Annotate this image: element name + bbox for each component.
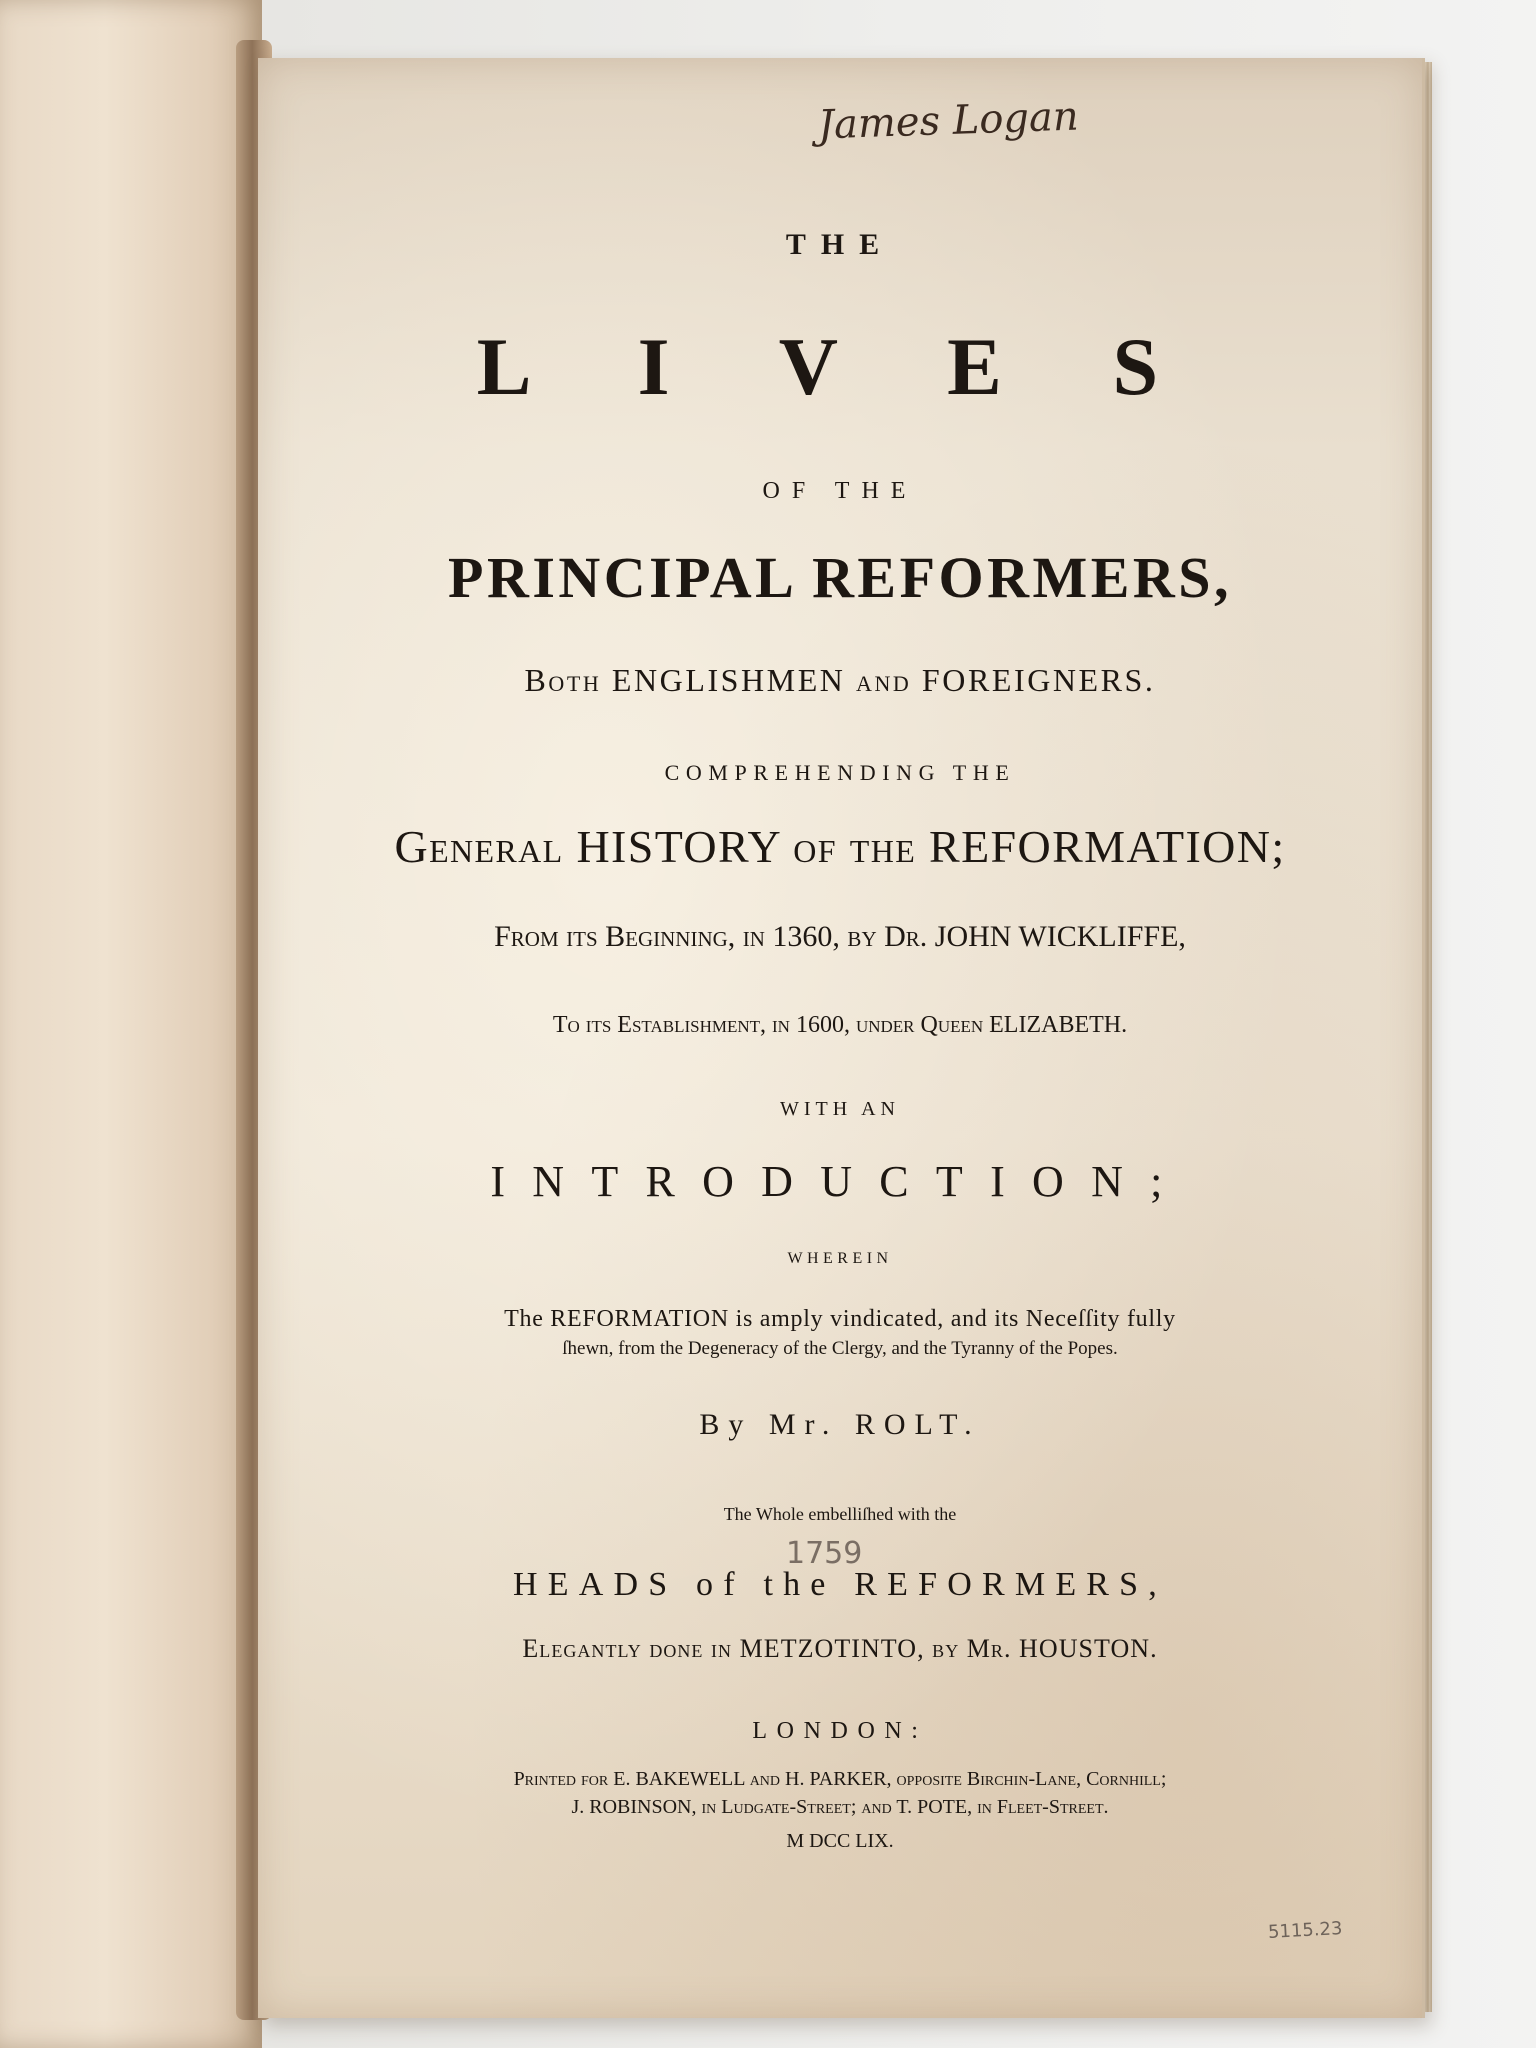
title-introduction: INTRODUCTION; xyxy=(490,1157,1190,1206)
subtitle-general-history: General HISTORY of the REFORMATION; xyxy=(394,821,1286,872)
subtitle-embellished: The Whole embelliſhed with the xyxy=(723,1504,957,1524)
subtitle-both: Both ENGLISHMEN and FOREIGNERS. xyxy=(524,662,1156,698)
pencil-year-note: 1759 xyxy=(786,1536,863,1571)
title-of-the: OF THE xyxy=(762,478,918,504)
author-line: By Mr. ROLT. xyxy=(699,1408,981,1441)
imprint-printed-line1: Printed for E. BAKEWELL and H. PARKER, oppoſite Birchin-Lane, Cornhill; xyxy=(513,1768,1167,1790)
title-principal-reformers: PRINCIPAL REFORMERS, xyxy=(448,545,1232,610)
imprint-date: M DCC LIX. xyxy=(786,1830,894,1852)
left-endpaper xyxy=(0,0,262,2048)
subtitle-heads-of-reformers: HEADS of the REFORMERS, xyxy=(513,1566,1167,1603)
subtitle-vindicated-line2: ſhewn, from the Degeneracy of the Clergy, and the Tyranny of the Popes. xyxy=(562,1338,1118,1359)
pencil-catalog-note: 5115.23 xyxy=(1267,1918,1343,1943)
subtitle-with-an: WITH AN xyxy=(780,1098,900,1120)
subtitle-vindicated-line1: The REFORMATION is amply vindicated, and its Neceſſity fully xyxy=(504,1306,1176,1332)
subtitle-from-its-beginning: From its Beginning, in 1360, by Dr. JOHN WICKLIFFE, xyxy=(494,920,1186,953)
subtitle-to-its-establishment: To its Eſtabliſhment, in 1600, under Queen ELIZABETH. xyxy=(552,1012,1128,1038)
subtitle-comprehending: COMPREHENDING THE xyxy=(664,760,1016,785)
subtitle-mezzotinto: Elegantly done in METZOTINTO, by Mr. HOUSTON. xyxy=(522,1634,1158,1663)
owner-signature: James Logan xyxy=(817,93,1080,149)
subtitle-wherein: WHEREIN xyxy=(787,1250,893,1267)
imprint-london: LONDON: xyxy=(752,1718,928,1744)
title-lives: L I V E S xyxy=(476,321,1204,412)
imprint-printed-line2: J. ROBINSON, in Ludgate-Street; and T. POTE, in Fleet-Street. xyxy=(571,1796,1109,1818)
title-the: THE xyxy=(785,228,895,261)
title-page xyxy=(258,58,1425,2018)
